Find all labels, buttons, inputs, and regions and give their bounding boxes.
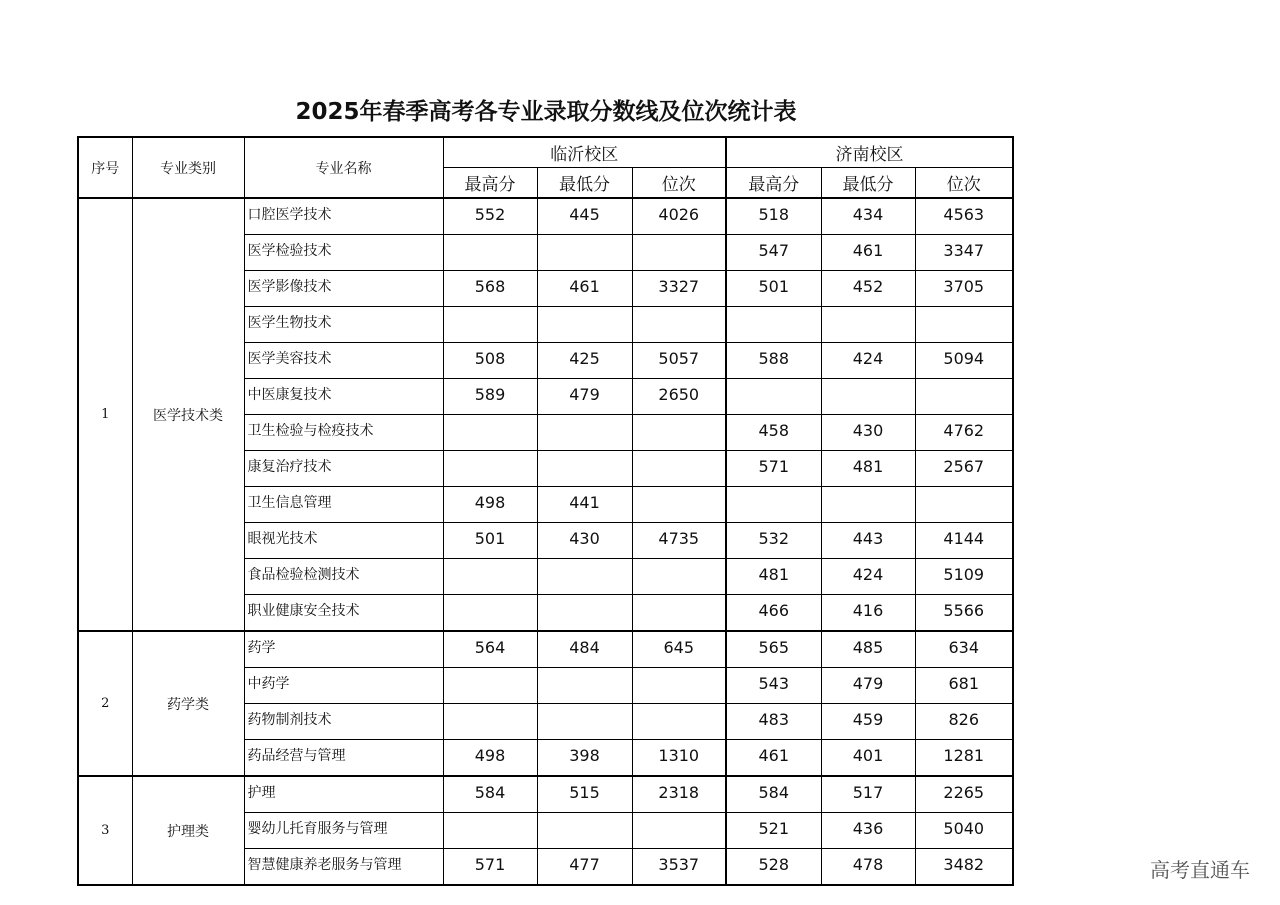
linyi-rank: 4026 bbox=[632, 198, 726, 235]
jinan-rank: 826 bbox=[915, 704, 1013, 740]
table-row bbox=[78, 631, 1013, 668]
jinan-max: 458 bbox=[726, 415, 821, 451]
jinan-max: 481 bbox=[726, 559, 821, 595]
major-name: 医学检验技术 bbox=[244, 235, 443, 271]
jinan-max: 528 bbox=[726, 849, 821, 886]
jinan-rank: 5040 bbox=[915, 813, 1013, 849]
linyi-min: 398 bbox=[537, 740, 632, 777]
major-name: 康复治疗技术 bbox=[244, 451, 443, 487]
linyi-min bbox=[537, 595, 632, 632]
linyi-max bbox=[443, 559, 537, 595]
jinan-rank: 4762 bbox=[915, 415, 1013, 451]
linyi-rank bbox=[632, 307, 726, 343]
jinan-max: 483 bbox=[726, 704, 821, 740]
header-jinan-rank: 位次 bbox=[915, 168, 1013, 199]
linyi-max bbox=[443, 451, 537, 487]
jinan-rank: 3482 bbox=[915, 849, 1013, 886]
linyi-max bbox=[443, 307, 537, 343]
linyi-max: 584 bbox=[443, 776, 537, 813]
jinan-min: 424 bbox=[821, 559, 915, 595]
linyi-min bbox=[537, 451, 632, 487]
jinan-min bbox=[821, 379, 915, 415]
major-name: 医学美容技术 bbox=[244, 343, 443, 379]
linyi-rank bbox=[632, 704, 726, 740]
major-name: 护理 bbox=[244, 776, 443, 813]
major-name: 眼视光技术 bbox=[244, 523, 443, 559]
jinan-max: 532 bbox=[726, 523, 821, 559]
jinan-rank: 5094 bbox=[915, 343, 1013, 379]
jinan-rank: 2567 bbox=[915, 451, 1013, 487]
header-seq: 序号 bbox=[78, 137, 132, 198]
linyi-rank: 645 bbox=[632, 631, 726, 668]
linyi-rank bbox=[632, 451, 726, 487]
jinan-min: 416 bbox=[821, 595, 915, 632]
linyi-rank: 2318 bbox=[632, 776, 726, 813]
linyi-min: 425 bbox=[537, 343, 632, 379]
table-row bbox=[78, 776, 1013, 813]
linyi-min bbox=[537, 559, 632, 595]
linyi-rank bbox=[632, 595, 726, 632]
major-name: 职业健康安全技术 bbox=[244, 595, 443, 632]
major-name: 卫生检验与检疫技术 bbox=[244, 415, 443, 451]
jinan-rank bbox=[915, 379, 1013, 415]
jinan-min: 485 bbox=[821, 631, 915, 668]
jinan-rank: 5109 bbox=[915, 559, 1013, 595]
linyi-min: 430 bbox=[537, 523, 632, 559]
linyi-min: 484 bbox=[537, 631, 632, 668]
jinan-max: 461 bbox=[726, 740, 821, 777]
linyi-max bbox=[443, 595, 537, 632]
linyi-rank: 3327 bbox=[632, 271, 726, 307]
jinan-max bbox=[726, 379, 821, 415]
jinan-min: 430 bbox=[821, 415, 915, 451]
jinan-max: 588 bbox=[726, 343, 821, 379]
jinan-max: 584 bbox=[726, 776, 821, 813]
jinan-max: 521 bbox=[726, 813, 821, 849]
linyi-max: 564 bbox=[443, 631, 537, 668]
jinan-rank: 681 bbox=[915, 668, 1013, 704]
header-campus-linyi: 临沂校区 bbox=[443, 137, 726, 168]
jinan-max: 466 bbox=[726, 595, 821, 632]
major-name: 药学 bbox=[244, 631, 443, 668]
admission-score-table bbox=[77, 136, 1014, 886]
linyi-max bbox=[443, 813, 537, 849]
jinan-rank: 3705 bbox=[915, 271, 1013, 307]
jinan-rank: 634 bbox=[915, 631, 1013, 668]
linyi-min: 461 bbox=[537, 271, 632, 307]
linyi-min: 515 bbox=[537, 776, 632, 813]
linyi-min bbox=[537, 235, 632, 271]
jinan-min: 443 bbox=[821, 523, 915, 559]
linyi-min bbox=[537, 813, 632, 849]
jinan-min: 434 bbox=[821, 198, 915, 235]
jinan-rank: 3347 bbox=[915, 235, 1013, 271]
jinan-max: 518 bbox=[726, 198, 821, 235]
linyi-min bbox=[537, 307, 632, 343]
header-linyi-min: 最低分 bbox=[537, 168, 632, 199]
major-name: 中医康复技术 bbox=[244, 379, 443, 415]
major-name: 医学影像技术 bbox=[244, 271, 443, 307]
table-row bbox=[78, 198, 1013, 235]
header-jinan-max: 最高分 bbox=[726, 168, 821, 199]
linyi-min bbox=[537, 668, 632, 704]
jinan-min bbox=[821, 307, 915, 343]
jinan-max: 565 bbox=[726, 631, 821, 668]
header-category: 专业类别 bbox=[132, 137, 244, 198]
jinan-min: 401 bbox=[821, 740, 915, 777]
major-name: 医学生物技术 bbox=[244, 307, 443, 343]
jinan-rank bbox=[915, 307, 1013, 343]
group-category: 药学类 bbox=[132, 631, 244, 776]
jinan-max bbox=[726, 487, 821, 523]
jinan-min: 459 bbox=[821, 704, 915, 740]
major-name: 口腔医学技术 bbox=[244, 198, 443, 235]
jinan-min: 424 bbox=[821, 343, 915, 379]
linyi-rank: 5057 bbox=[632, 343, 726, 379]
linyi-max bbox=[443, 235, 537, 271]
header-major: 专业名称 bbox=[244, 137, 443, 198]
jinan-rank bbox=[915, 487, 1013, 523]
linyi-max bbox=[443, 668, 537, 704]
jinan-max: 501 bbox=[726, 271, 821, 307]
jinan-rank: 4144 bbox=[915, 523, 1013, 559]
linyi-max: 498 bbox=[443, 740, 537, 777]
linyi-min bbox=[537, 415, 632, 451]
jinan-max bbox=[726, 307, 821, 343]
linyi-min: 445 bbox=[537, 198, 632, 235]
linyi-min bbox=[537, 704, 632, 740]
linyi-rank: 3537 bbox=[632, 849, 726, 886]
major-name: 中药学 bbox=[244, 668, 443, 704]
group-seq: 1 bbox=[78, 198, 132, 631]
linyi-rank bbox=[632, 668, 726, 704]
linyi-max: 571 bbox=[443, 849, 537, 886]
header-jinan-min: 最低分 bbox=[821, 168, 915, 199]
linyi-rank: 2650 bbox=[632, 379, 726, 415]
header-linyi-rank: 位次 bbox=[632, 168, 726, 199]
group-seq: 2 bbox=[78, 631, 132, 776]
linyi-max: 508 bbox=[443, 343, 537, 379]
linyi-rank: 4735 bbox=[632, 523, 726, 559]
page-title: 2025年春季高考各专业录取分数线及位次统计表 bbox=[295, 99, 797, 125]
jinan-rank: 5566 bbox=[915, 595, 1013, 632]
major-name: 婴幼儿托育服务与管理 bbox=[244, 813, 443, 849]
jinan-min: 452 bbox=[821, 271, 915, 307]
jinan-min: 481 bbox=[821, 451, 915, 487]
jinan-min: 478 bbox=[821, 849, 915, 886]
jinan-max: 571 bbox=[726, 451, 821, 487]
jinan-max: 547 bbox=[726, 235, 821, 271]
group-category: 医学技术类 bbox=[132, 198, 244, 631]
group-category: 护理类 bbox=[132, 776, 244, 885]
linyi-rank bbox=[632, 813, 726, 849]
jinan-rank: 4563 bbox=[915, 198, 1013, 235]
linyi-max bbox=[443, 704, 537, 740]
linyi-max: 568 bbox=[443, 271, 537, 307]
linyi-max: 498 bbox=[443, 487, 537, 523]
jinan-min: 436 bbox=[821, 813, 915, 849]
jinan-min bbox=[821, 487, 915, 523]
linyi-min: 441 bbox=[537, 487, 632, 523]
header-linyi-max: 最高分 bbox=[443, 168, 537, 199]
major-name: 药物制剂技术 bbox=[244, 704, 443, 740]
jinan-max: 543 bbox=[726, 668, 821, 704]
linyi-max: 552 bbox=[443, 198, 537, 235]
header-campus-jinan: 济南校区 bbox=[726, 137, 1013, 168]
watermark: 高考直通车 bbox=[1150, 858, 1250, 882]
jinan-min: 479 bbox=[821, 668, 915, 704]
linyi-max: 501 bbox=[443, 523, 537, 559]
major-name: 卫生信息管理 bbox=[244, 487, 443, 523]
linyi-rank bbox=[632, 235, 726, 271]
linyi-min: 477 bbox=[537, 849, 632, 886]
jinan-min: 461 bbox=[821, 235, 915, 271]
group-seq: 3 bbox=[78, 776, 132, 885]
jinan-rank: 2265 bbox=[915, 776, 1013, 813]
major-name: 食品检验检测技术 bbox=[244, 559, 443, 595]
linyi-min: 479 bbox=[537, 379, 632, 415]
linyi-rank bbox=[632, 559, 726, 595]
linyi-max bbox=[443, 415, 537, 451]
major-name: 药品经营与管理 bbox=[244, 740, 443, 777]
jinan-min: 517 bbox=[821, 776, 915, 813]
major-name: 智慧健康养老服务与管理 bbox=[244, 849, 443, 886]
linyi-max: 589 bbox=[443, 379, 537, 415]
linyi-rank bbox=[632, 415, 726, 451]
jinan-rank: 1281 bbox=[915, 740, 1013, 777]
linyi-rank: 1310 bbox=[632, 740, 726, 777]
linyi-rank bbox=[632, 487, 726, 523]
